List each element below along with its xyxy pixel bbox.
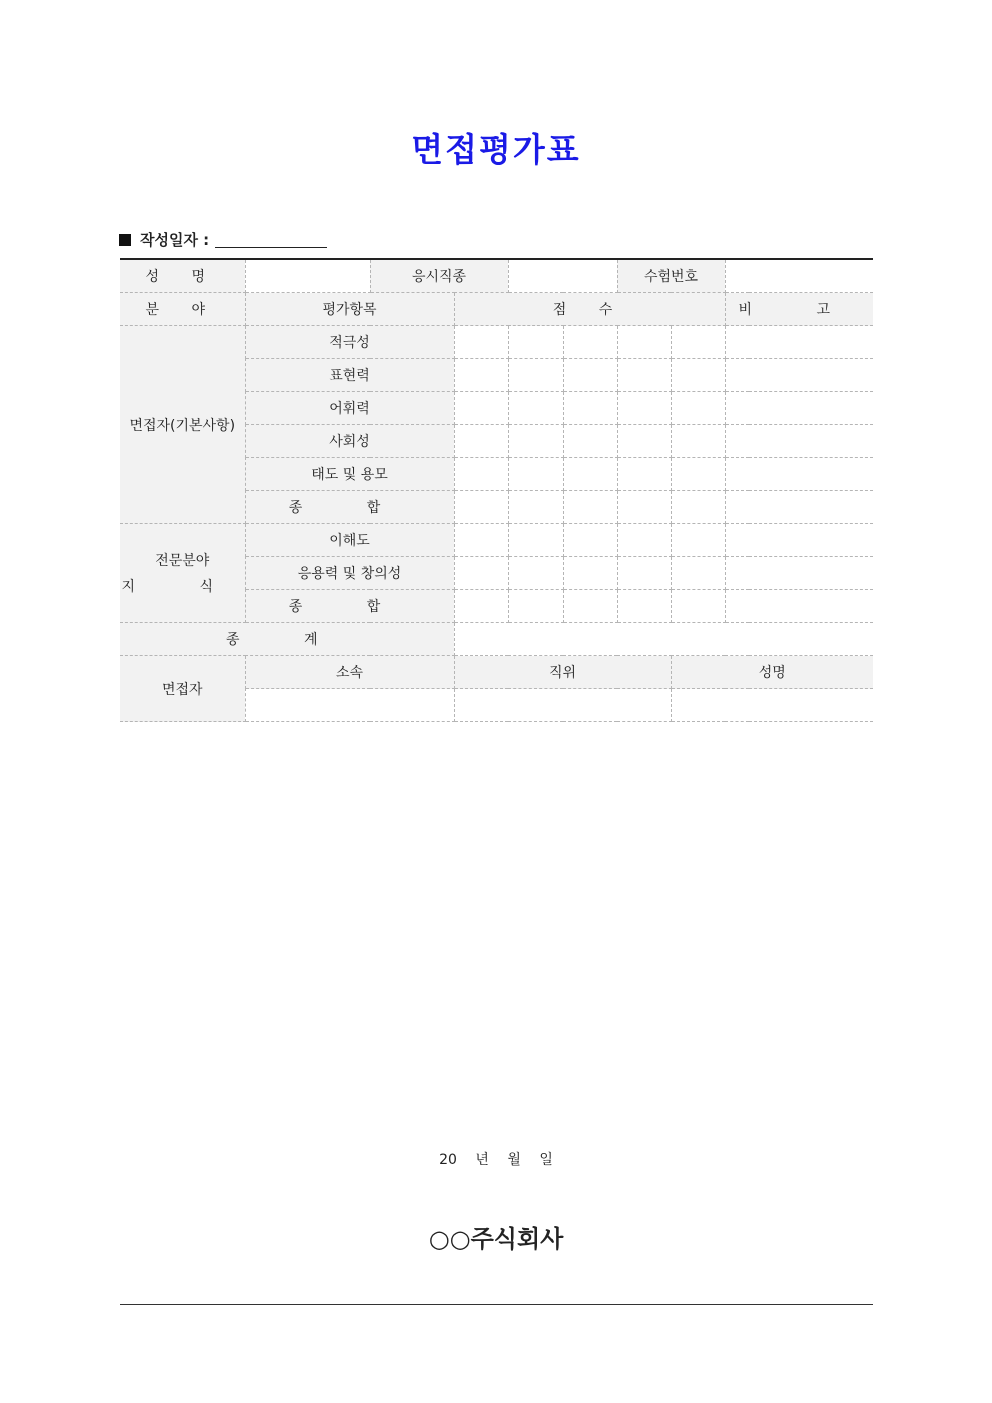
header-row [120, 259, 873, 293]
item-label: 이해도 [245, 524, 454, 557]
score-cell[interactable] [563, 326, 617, 359]
item-label: 종 합 [245, 491, 454, 524]
remark-cell[interactable] [725, 491, 873, 524]
company-name: ○○주식회사 [428, 1225, 564, 1253]
page-title: 면접평가표 [411, 130, 581, 169]
item-label: 태도 및 용모 [245, 458, 454, 491]
name-label: 성 명 [120, 259, 245, 293]
score-cell[interactable] [563, 359, 617, 392]
remark-cell[interactable] [725, 359, 873, 392]
score-cell[interactable] [617, 491, 671, 524]
score-header: 점 수 [454, 293, 725, 326]
sign-date: 20 년 월 일 [439, 1152, 553, 1168]
affiliation-label: 소속 [245, 656, 454, 689]
position-input[interactable] [454, 689, 671, 722]
interviewer-name-label: 성명 [671, 656, 873, 689]
table-row [120, 326, 873, 359]
remark-cell[interactable] [725, 326, 873, 359]
score-cell[interactable] [454, 392, 508, 425]
interviewer-label: 면접자 [120, 656, 245, 722]
score-cell[interactable] [671, 491, 725, 524]
score-cell[interactable] [617, 326, 671, 359]
score-cell[interactable] [563, 491, 617, 524]
item-label: 종 합 [245, 590, 454, 623]
score-cell[interactable] [563, 524, 617, 557]
item-header: 평가항목 [245, 293, 454, 326]
score-cell[interactable] [671, 392, 725, 425]
score-cell[interactable] [671, 590, 725, 623]
score-cell[interactable] [617, 425, 671, 458]
score-cell[interactable] [454, 425, 508, 458]
score-cell[interactable] [563, 590, 617, 623]
position-label: 직위 [454, 656, 671, 689]
score-cell[interactable] [563, 392, 617, 425]
score-cell[interactable] [617, 557, 671, 590]
item-label: 표현력 [245, 359, 454, 392]
remark-header: 비 고 [725, 293, 873, 326]
score-cell[interactable] [671, 458, 725, 491]
score-cell[interactable] [671, 326, 725, 359]
score-cell[interactable] [563, 458, 617, 491]
score-cell[interactable] [454, 458, 508, 491]
score-cell[interactable] [563, 425, 617, 458]
score-cell[interactable] [508, 491, 563, 524]
date-line [119, 229, 327, 250]
expert-label-line2: 지 식 [121, 579, 243, 595]
score-cell[interactable] [671, 425, 725, 458]
total-row [120, 623, 873, 656]
item-label: 어휘력 [245, 392, 454, 425]
date-input[interactable] [215, 231, 327, 248]
square-bullet-icon [119, 234, 131, 246]
item-label: 적극성 [245, 326, 454, 359]
score-cell[interactable] [508, 326, 563, 359]
score-cell[interactable] [617, 392, 671, 425]
score-cell[interactable] [508, 524, 563, 557]
score-cell[interactable] [617, 524, 671, 557]
column-header-row [120, 293, 873, 326]
interviewer-name-input[interactable] [671, 689, 873, 722]
expert-label-line1: 전문분야 [155, 553, 210, 569]
evaluation-table [120, 258, 873, 722]
score-cell[interactable] [671, 524, 725, 557]
remark-cell[interactable] [725, 458, 873, 491]
field-header: 분 야 [120, 293, 245, 326]
job-input[interactable] [508, 259, 617, 293]
score-cell[interactable] [508, 392, 563, 425]
score-cell[interactable] [454, 524, 508, 557]
bottom-divider [120, 1304, 873, 1305]
score-cell[interactable] [617, 458, 671, 491]
remark-cell[interactable] [725, 557, 873, 590]
total-label: 종 계 [120, 623, 454, 656]
score-cell[interactable] [671, 557, 725, 590]
exam-no-input[interactable] [725, 259, 873, 293]
interviewer-header-row [120, 656, 873, 689]
remark-cell[interactable] [725, 425, 873, 458]
score-cell[interactable] [508, 458, 563, 491]
score-cell[interactable] [617, 359, 671, 392]
score-cell[interactable] [454, 557, 508, 590]
score-cell[interactable] [454, 590, 508, 623]
score-cell[interactable] [671, 359, 725, 392]
remark-cell[interactable] [725, 590, 873, 623]
table-row [120, 524, 873, 557]
basic-section-label: 면접자(기본사항) [120, 326, 245, 524]
name-input[interactable] [245, 259, 370, 293]
exam-no-label: 수험번호 [617, 259, 725, 293]
score-cell[interactable] [454, 359, 508, 392]
score-cell[interactable] [454, 491, 508, 524]
remark-cell[interactable] [725, 524, 873, 557]
date-label: 작성일자 : [140, 231, 210, 249]
score-cell[interactable] [508, 557, 563, 590]
expert-section-label [120, 524, 245, 623]
job-label: 응시직종 [370, 259, 508, 293]
total-value-cell[interactable] [454, 623, 873, 656]
score-cell[interactable] [508, 359, 563, 392]
score-cell[interactable] [454, 326, 508, 359]
score-cell[interactable] [508, 425, 563, 458]
item-label: 사회성 [245, 425, 454, 458]
score-cell[interactable] [617, 590, 671, 623]
affiliation-input[interactable] [245, 689, 454, 722]
score-cell[interactable] [508, 590, 563, 623]
item-label: 응용력 및 창의성 [245, 557, 454, 590]
remark-cell[interactable] [725, 392, 873, 425]
score-cell[interactable] [563, 557, 617, 590]
